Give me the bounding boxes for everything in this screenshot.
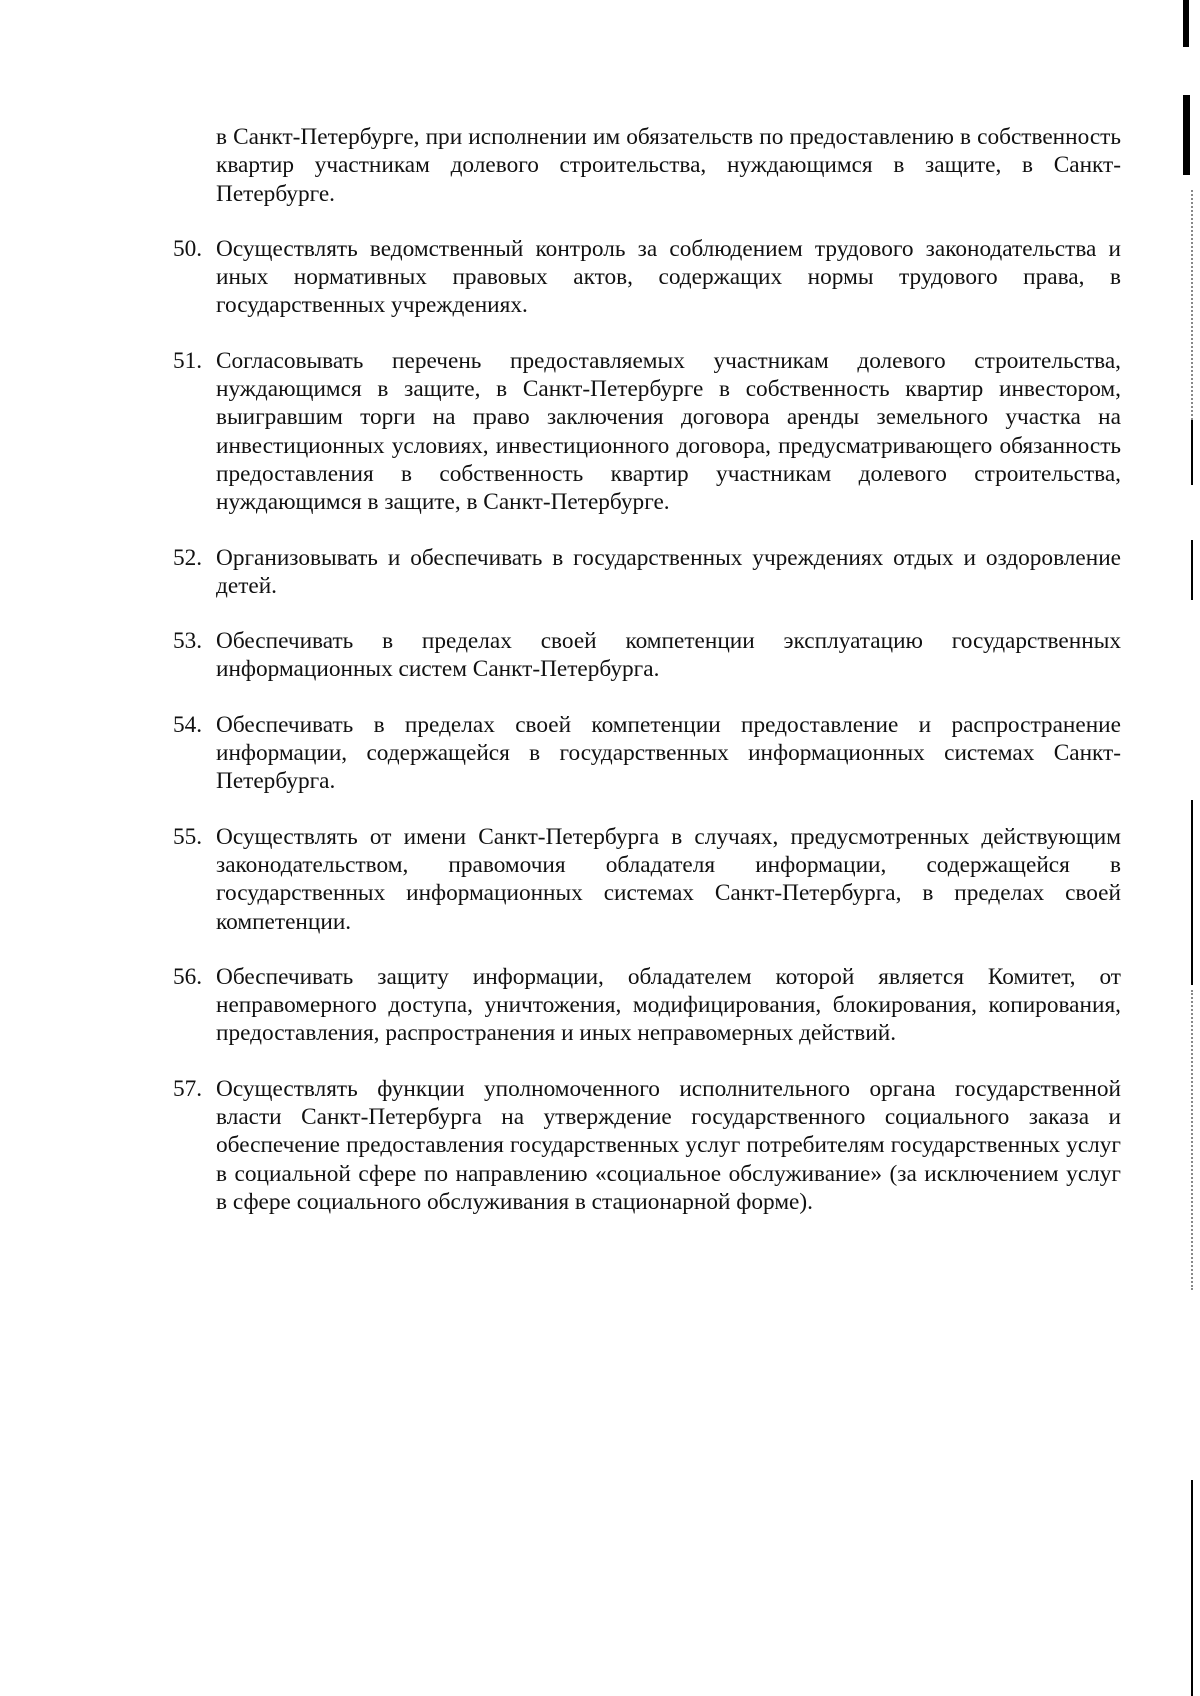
list-item [173, 627, 1121, 684]
list-item [173, 711, 1121, 796]
item-text: Осуществлять ведомственный контроль за соблюдением трудового законодательства и иных нормативных правовых актов, содержащих нормы трудового права, в государственных учреждениях. [216, 235, 1121, 319]
list-item [173, 1075, 1121, 1216]
item-number: 54. [173, 711, 203, 738]
scan-mark [1191, 800, 1193, 985]
item-number: 52. [173, 544, 203, 571]
list-item [173, 544, 1121, 601]
item-text: Согласовывать перечень предоставляемых участникам долевого строительства, нуждающимся в защите, в Санкт-Петербурге в собственность квартир инвестором, выигравшим торги на право заключения договора аренды земельного участка на инвестиционных условиях, инвестиционного договора, предусматривающего обязанность предоставления в собственность квартир участникам долевого строительства, нуждающимся в защите, в Санкт-Петербурге. [216, 347, 1121, 516]
scan-mark [1191, 540, 1193, 600]
continuation-paragraph: в Санкт-Петербурге, при исполнении им обязательств по предоставлению в собственность квартир участникам долевого строительства, нуждающимся в защите, в Санкт-Петербурге. [216, 124, 1121, 207]
item-number: 50. [173, 235, 203, 262]
item-text: Обеспечивать в пределах своей компетенции эксплуатацию государственных информационных систем Санкт-Петербурга. [216, 628, 1121, 683]
scan-mark [1183, 95, 1190, 175]
item-number: 56. [173, 963, 203, 990]
document-body [173, 123, 1121, 1243]
item-number: 53. [173, 628, 203, 655]
scan-edge-artifacts [1170, 0, 1200, 1696]
item-number: 51. [173, 347, 203, 374]
item-text: Организовывать и обеспечивать в государственных учреждениях отдых и оздоровление детей. [216, 544, 1121, 599]
item-text: Осуществлять от имени Санкт-Петербурга в случаях, предусмотренных действующим законодательством, правомочия обладателя информации, содержащейся в государственных информационных системах Санкт-Петербурга, в пределах своей компетенции. [216, 823, 1121, 935]
list-item [173, 347, 1121, 517]
scan-mark [1191, 1480, 1193, 1696]
list-item [173, 235, 1121, 320]
list-item [173, 963, 1121, 1048]
item-number: 57. [173, 1075, 203, 1102]
scan-mark [1183, 0, 1189, 47]
item-text: Обеспечивать в пределах своей компетенции предоставление и распространение информации, содержащейся в государственных информационных системах Санкт-Петербурга. [216, 711, 1121, 795]
list-item [173, 823, 1121, 936]
item-number: 55. [173, 823, 203, 850]
item-text: Осуществлять функции уполномоченного исполнительного органа государственной власти Санкт-Петербурга на утверждение государственного социального заказа и обеспечение предоставления государственных услуг потребителям государственных услуг в социальной сфере по направлению «социальное обслуживание» (за исключением услуг в сфере социального обслуживания в стационарной форме). [216, 1075, 1121, 1215]
scan-mark [1191, 420, 1193, 485]
item-text: Обеспечивать защиту информации, обладателем которой является Комитет, от неправомерного доступа, уничтожения, модифицирования, блокирования, копирования, предоставления, распространения и иных неправомерных действий. [216, 963, 1121, 1047]
scan-dots [1191, 990, 1195, 1290]
scan-dots [1191, 190, 1195, 420]
